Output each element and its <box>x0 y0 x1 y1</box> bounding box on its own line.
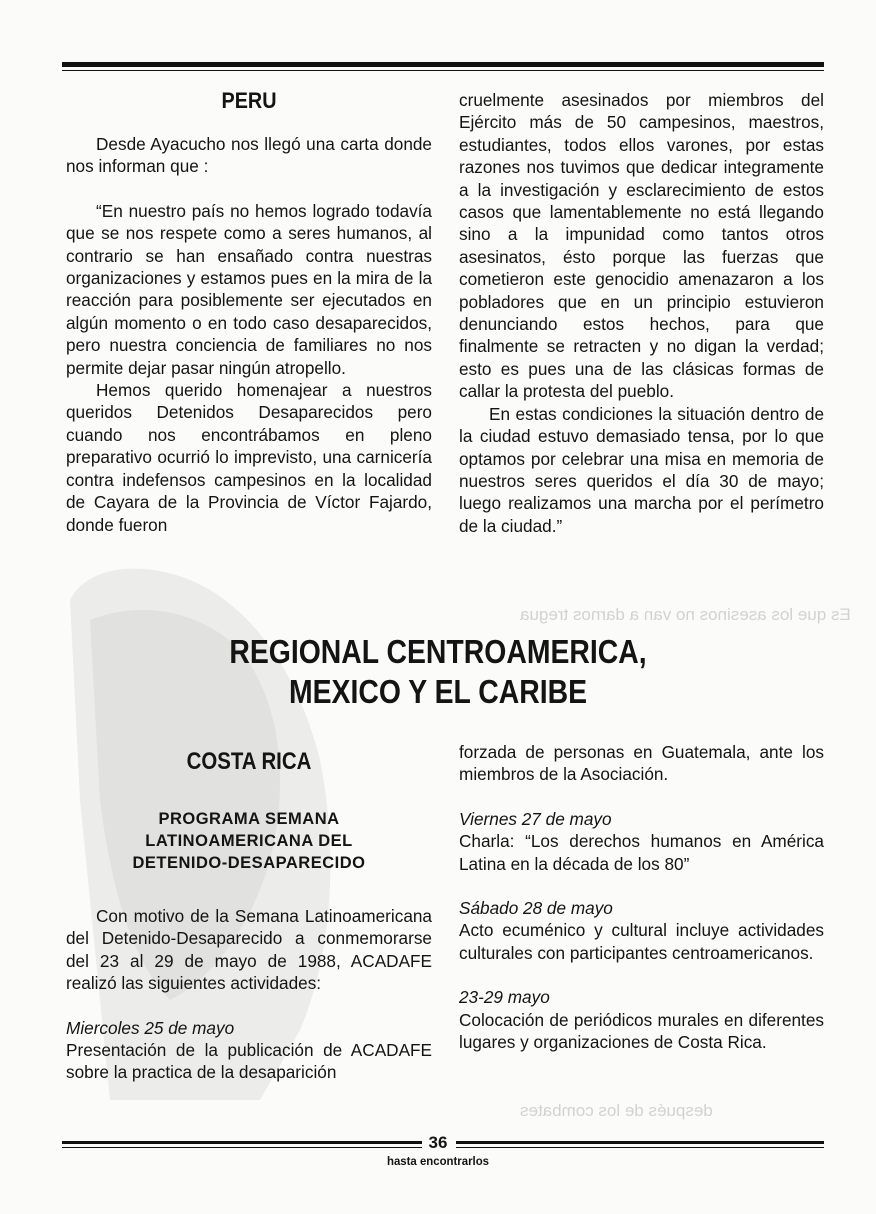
peru-right-column <box>459 89 824 537</box>
page-number: 36 <box>428 1133 448 1152</box>
day-text: Acto ecuménico y cultural incluye actividades culturales con participantes centroamericanos. <box>459 920 824 963</box>
day-label: 23-29 mayo <box>459 987 550 1008</box>
day-label: Miercoles 25 de mayo <box>66 1017 235 1038</box>
day-label: Viernes 27 de mayo <box>459 808 612 829</box>
costa-rica-right-column <box>459 741 824 1053</box>
regional-heading-line1: REGIONAL CENTROAMERICA, <box>229 633 647 670</box>
intro-paragraph: Con motivo de la Semana Latinoamericana del Detenido-Desaparecido a conmemorarse del 23 al 29 de mayo de 1988, ACADAFE realizó las siguientes actividades: <box>66 906 432 994</box>
paragraph: cruelmente asesinados por miembros del Ejército más de 50 campesinos, maestros, estudiantes, todos ellos varones, por estas razones nos tuvimos que dedicar integramente a la investigación y esclarecimiento de estos casos que lamentablemente no está llegando sino a la impunidad como tantos otros asesinatos, ésto porque las fuerzas que cometieron este genocidio amenazaron a los pobladores que en un principio estuvieron denunciando estos hechos, para que finalmente se retracten y no digan la verdad; esto es pues una de las clásicas formas de callar la protesta del pueblo. <box>459 90 824 402</box>
costa-rica-left-column <box>66 905 432 1084</box>
show-through-text: Es que los asesinos no van a darnos tregua <box>520 605 851 624</box>
day-text: Colocación de periódicos murales en diferentes lugares y organizaciones de Costa Rica. <box>459 1009 824 1053</box>
day-label: Sábado 28 de mayo <box>459 898 613 919</box>
paragraph: Desde Ayacucho nos llegó una carta donde nos informan que : <box>66 134 432 177</box>
programa-heading-line3: DETENIDO-DESAPARECIDO <box>132 854 366 872</box>
day-text-continued: forzada de personas en Guatemala, ante los miembros de la Asociación. <box>459 742 824 785</box>
section-heading-costa-rica: COSTA RICA <box>186 748 312 775</box>
publication-name: hasta encontrarlos <box>386 1154 490 1168</box>
programa-heading-line2: LATINOAMERICANA DEL <box>145 832 353 850</box>
paragraph: “En nuestro país no hemos logrado todavía que se nos respete como a seres humanos, al contrario se han ensañado contra nuestras organizaciones y estamos pues en la mira de la reacción para posiblemente ser ejecutados en algún momento o en todo caso desaparecidos, pero nuestra conciencia de familiares no nos permite dejar pasar ningún atropello. <box>66 200 432 378</box>
regional-heading-line2: MEXICO Y EL CARIBE <box>288 673 588 710</box>
day-text: Presentación de la publicación de ACADAFE sobre la practica de la desaparición <box>66 1040 432 1083</box>
programa-heading <box>66 808 432 874</box>
programa-heading-line1: PROGRAMA SEMANA <box>158 810 340 828</box>
paragraph: En estas condiciones la situación dentro de la ciudad estuvo demasiado tensa, por lo que optamos por celebrar una misa en memoria de nuestros seres queridos el día 30 de mayo; luego realizamos una marcha por el perímetro de la ciudad.” <box>459 403 824 536</box>
show-through-text: después de los combates <box>520 1101 713 1120</box>
section-heading-peru: PERU <box>221 88 277 113</box>
peru-left-column <box>66 133 432 536</box>
paragraph: Hemos querido homenajear a nuestros queridos Detenidos Desaparecidos pero cuando nos encontrábamos en pleno preparativo ocurrió lo imprevisto, una carnicería contra indefensos campesinos en la localidad de Cayara de la Provincia de Víctor Fajardo, donde fueron <box>66 380 432 535</box>
regional-heading <box>147 632 728 712</box>
day-text: Charla: “Los derechos humanos en América Latina en la década de los 80” <box>459 831 824 874</box>
top-rule <box>62 62 824 71</box>
